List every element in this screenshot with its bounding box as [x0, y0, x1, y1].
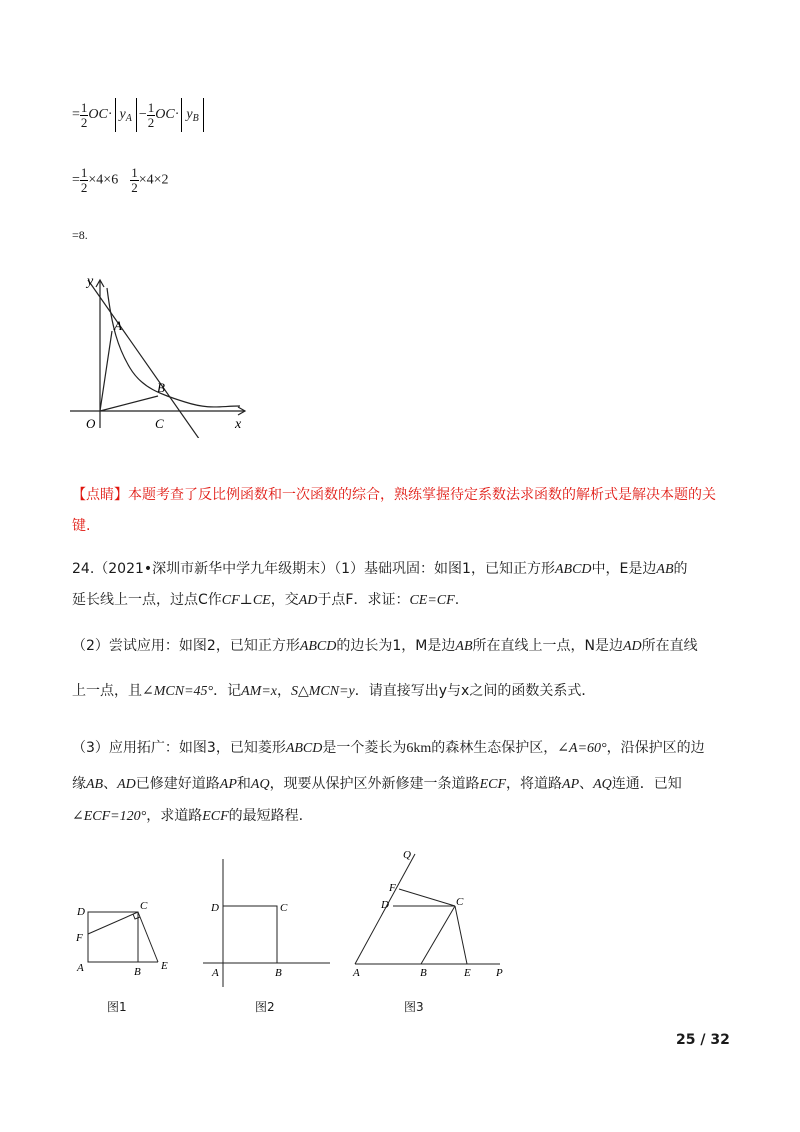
fig3-label-d: D	[381, 899, 389, 911]
fig1-label-a: A	[77, 962, 84, 974]
figure-2	[200, 855, 335, 990]
line-ac	[88, 280, 202, 438]
problem-q3-line1: （3）应用拓广：如图3，已知菱形ABCD是一个菱长为6km的森林生态保护区，∠A=60°，沿保护区的边	[72, 740, 705, 756]
fig3-label-e: E	[464, 967, 471, 979]
segment-oa	[100, 331, 112, 411]
problem-q2-line1: （2）尝试应用：如图2，已知正方形ABCD的边长为1，M是边AB所在直线上一点，N是边AD所在直线	[72, 638, 698, 654]
label-y: y	[87, 274, 94, 289]
segment-ob	[100, 396, 158, 411]
figure-1-caption: 图1	[107, 1000, 127, 1014]
label-a: A	[114, 318, 122, 333]
solution-line-1: = $\frac{1}{2}$ $OC\cdot y_A$ − $\frac{1}{2}$ $OC\cdot y_B$	[72, 98, 206, 132]
problem-q3-line3: ∠ECF=120°，求道路ECF的最短路程.	[72, 808, 304, 824]
problem-q2-line2: 上一点，且∠MCN=45°．记AM=x，S△MCN=y．请直接写出y与x之间的函数关系式．	[72, 683, 596, 699]
solution-line-3: =8.	[72, 228, 88, 242]
fig2-label-c: C	[280, 902, 288, 914]
fig3-label-p: P	[496, 967, 503, 979]
problem-q1-line2: 延长线上一点，过点C作CF⊥CE，交AD于点F．求证：CE=CF.	[72, 592, 460, 608]
label-b: B	[157, 380, 165, 395]
function-graph	[60, 268, 260, 438]
fig1-label-d: D	[77, 906, 85, 918]
fig1-label-b: B	[134, 966, 141, 978]
figure-1	[70, 895, 180, 980]
fig2-label-d: D	[211, 902, 219, 914]
side-bc	[421, 906, 455, 964]
label-c: C	[155, 416, 164, 431]
fig1-label-f: F	[76, 932, 83, 944]
fig3-label-c: C	[456, 896, 464, 908]
fraction-half: $\frac{1}{2}$	[131, 165, 138, 195]
fig1-label-c: C	[140, 900, 148, 912]
fig2-label-b: B	[275, 967, 282, 979]
abs-yb: $y_B$	[181, 98, 203, 132]
fraction-half: $\frac{1}{2}$	[147, 99, 155, 130]
fig3-label-f: F	[389, 882, 396, 894]
fig2-label-a: A	[212, 967, 219, 979]
label-x: x	[235, 417, 242, 432]
figure-3	[345, 845, 520, 980]
segment-ce	[138, 912, 158, 962]
fig3-label-b: B	[420, 967, 427, 979]
fig3-label-q: Q	[403, 849, 411, 861]
problem-q3-line2: 缘AB、AD已修建好道路AP和AQ，现要从保护区外新修建一条道路ECF，将道路AP、AQ连通．已知	[72, 776, 682, 792]
fraction-half: $\frac{1}{2}$	[80, 99, 88, 130]
comment-line-1: 【点睛】本题考查了反比例函数和一次函数的综合，熟练掌握待定系数法求函数的解析式是解决本题的关	[72, 487, 716, 503]
fig1-label-e: E	[161, 960, 168, 972]
square-abcd	[88, 912, 138, 962]
comment-line-2: 键.	[72, 518, 91, 534]
problem-q1-line1: 24.（2021•深圳市新华中学九年级期末）（1）基础巩固：如图1，已知正方形ABCD中，E是边AB的	[72, 561, 688, 577]
square-abcd	[223, 906, 277, 963]
hyperbola-curve	[107, 288, 240, 407]
road-cf	[399, 889, 455, 906]
segment-cf	[88, 912, 138, 934]
figure-2-caption: 图2	[255, 1000, 275, 1014]
page-number: 25 / 32	[676, 1032, 730, 1048]
fig3-label-a: A	[353, 967, 360, 979]
fraction-half: $\frac{1}{2}$	[80, 165, 88, 195]
figure-3-caption: 图3	[404, 1000, 424, 1014]
solution-line-2: = $\frac{1}{2}$ ×4×6 $\frac{1}{2}$ ×4×2	[72, 165, 169, 195]
road-ce	[455, 906, 467, 964]
label-o: O	[86, 416, 96, 431]
abs-ya: $y_A$	[115, 98, 137, 132]
